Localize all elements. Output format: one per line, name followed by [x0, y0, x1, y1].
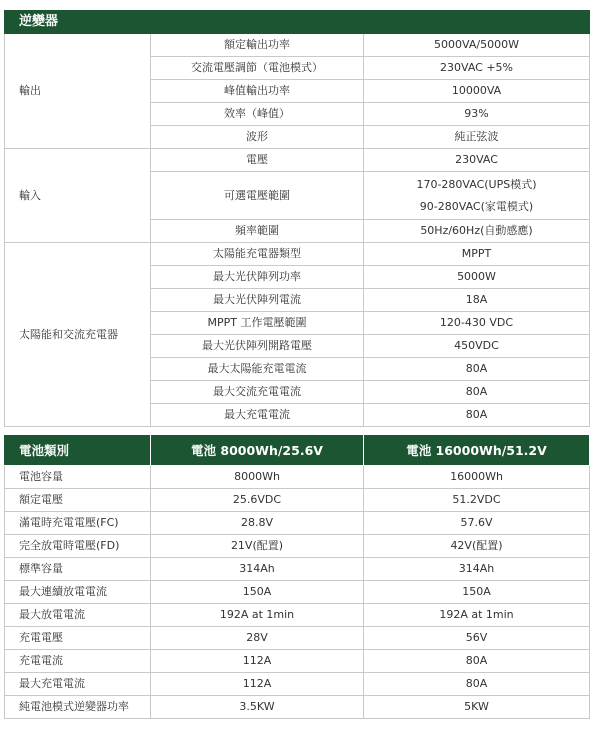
spec-value: 450VDC	[364, 335, 590, 358]
spec-label: 波形	[151, 126, 364, 149]
battery-spec-label: 充電電壓	[5, 627, 151, 650]
battery-value-8000wh: 112A	[151, 673, 364, 696]
battery-value-16000wh: 51.2VDC	[364, 489, 590, 512]
group-solar-ac-charger: 太陽能和交流充電器	[5, 243, 151, 427]
spec-value	[364, 172, 590, 220]
battery-value-8000wh: 28V	[151, 627, 364, 650]
battery-value-8000wh: 25.6VDC	[151, 489, 364, 512]
battery-col-16000wh: 電池 16000Wh/51.2V	[364, 435, 590, 466]
battery-spec-label: 電池容量	[5, 466, 151, 489]
table-row	[5, 650, 590, 673]
spec-value-line: 90-280VAC(家電模式)	[419, 199, 534, 213]
group-output: 輸出	[5, 34, 151, 149]
table-row	[5, 535, 590, 558]
battery-value-16000wh: 192A at 1min	[364, 604, 590, 627]
battery-value-8000wh: 314Ah	[151, 558, 364, 581]
battery-value-8000wh: 150A	[151, 581, 364, 604]
spec-label: 太陽能充電器類型	[151, 243, 364, 266]
table-row	[5, 489, 590, 512]
spec-label: 電壓	[151, 149, 364, 172]
spec-label: 最大太陽能充電電流	[151, 358, 364, 381]
spec-label: 最大光伏陣列電流	[151, 289, 364, 312]
spec-value: 80A	[364, 381, 590, 404]
battery-header-row	[5, 435, 590, 466]
inverter-section-title: 逆變器	[5, 11, 590, 34]
inverter-spec-table	[4, 10, 590, 427]
battery-value-8000wh: 112A	[151, 650, 364, 673]
battery-value-8000wh: 192A at 1min	[151, 604, 364, 627]
battery-spec-label: 充電電流	[5, 650, 151, 673]
spec-value: 5000VA/5000W	[364, 34, 590, 57]
spec-label: 最大光伏陣列功率	[151, 266, 364, 289]
spec-value: 50Hz/60Hz(自動感應)	[364, 220, 590, 243]
spec-label: 最大交流充電電流	[151, 381, 364, 404]
battery-value-16000wh: 150A	[364, 581, 590, 604]
spec-value: MPPT	[364, 243, 590, 266]
spec-label: 峰值輸出功率	[151, 80, 364, 103]
battery-spec-label: 純電池模式逆變器功率	[5, 696, 151, 719]
spec-label: 最大光伏陣列開路電壓	[151, 335, 364, 358]
table-row	[5, 696, 590, 719]
table-row	[5, 604, 590, 627]
inverter-header-row	[5, 11, 590, 34]
battery-value-16000wh: 57.6V	[364, 512, 590, 535]
battery-col-8000wh: 電池 8000Wh/25.6V	[151, 435, 364, 466]
table-row	[5, 34, 590, 57]
spec-label: 可選電壓範圍	[151, 172, 364, 220]
battery-spec-label: 標準容量	[5, 558, 151, 581]
spec-value: 80A	[364, 358, 590, 381]
battery-value-16000wh: 16000Wh	[364, 466, 590, 489]
spec-value: 80A	[364, 404, 590, 427]
spec-label: 交流電壓調節（電池模式）	[151, 57, 364, 80]
group-input: 輸入	[5, 149, 151, 243]
battery-spec-table	[4, 434, 590, 719]
battery-value-16000wh: 5KW	[364, 696, 590, 719]
battery-value-8000wh: 21V(配置)	[151, 535, 364, 558]
spec-value-line: 170-280VAC(UPS模式)	[416, 177, 537, 191]
table-row	[5, 627, 590, 650]
battery-value-16000wh: 56V	[364, 627, 590, 650]
battery-value-16000wh: 80A	[364, 650, 590, 673]
spec-label: 額定輸出功率	[151, 34, 364, 57]
table-row	[5, 581, 590, 604]
battery-value-16000wh: 80A	[364, 673, 590, 696]
spec-label: 效率（峰值）	[151, 103, 364, 126]
table-row	[5, 149, 590, 172]
spec-value: 93%	[364, 103, 590, 126]
table-row	[5, 558, 590, 581]
battery-value-8000wh: 3.5KW	[151, 696, 364, 719]
spec-label: 最大充電電流	[151, 404, 364, 427]
spec-value: 5000W	[364, 266, 590, 289]
table-row	[5, 673, 590, 696]
spec-value: 10000VA	[364, 80, 590, 103]
table-row	[5, 243, 590, 266]
spec-label: 頻率範圍	[151, 220, 364, 243]
battery-value-8000wh: 28.8V	[151, 512, 364, 535]
battery-spec-label: 最大充電電流	[5, 673, 151, 696]
battery-spec-label: 最大連續放電電流	[5, 581, 151, 604]
battery-value-16000wh: 314Ah	[364, 558, 590, 581]
battery-section-title: 電池類別	[5, 435, 151, 466]
spec-value: 230VAC +5%	[364, 57, 590, 80]
battery-value-16000wh: 42V(配置)	[364, 535, 590, 558]
battery-spec-label: 滿電時充電電壓(FC)	[5, 512, 151, 535]
table-row	[5, 466, 590, 489]
table-row	[5, 512, 590, 535]
spec-value: 120-430 VDC	[364, 312, 590, 335]
battery-spec-label: 額定電壓	[5, 489, 151, 512]
battery-spec-label: 完全放電時電壓(FD)	[5, 535, 151, 558]
spec-label: MPPT 工作電壓範圍	[151, 312, 364, 335]
battery-spec-label: 最大放電電流	[5, 604, 151, 627]
spec-value: 純正弦波	[364, 126, 590, 149]
battery-value-8000wh: 8000Wh	[151, 466, 364, 489]
spec-value: 230VAC	[364, 149, 590, 172]
spec-value: 18A	[364, 289, 590, 312]
